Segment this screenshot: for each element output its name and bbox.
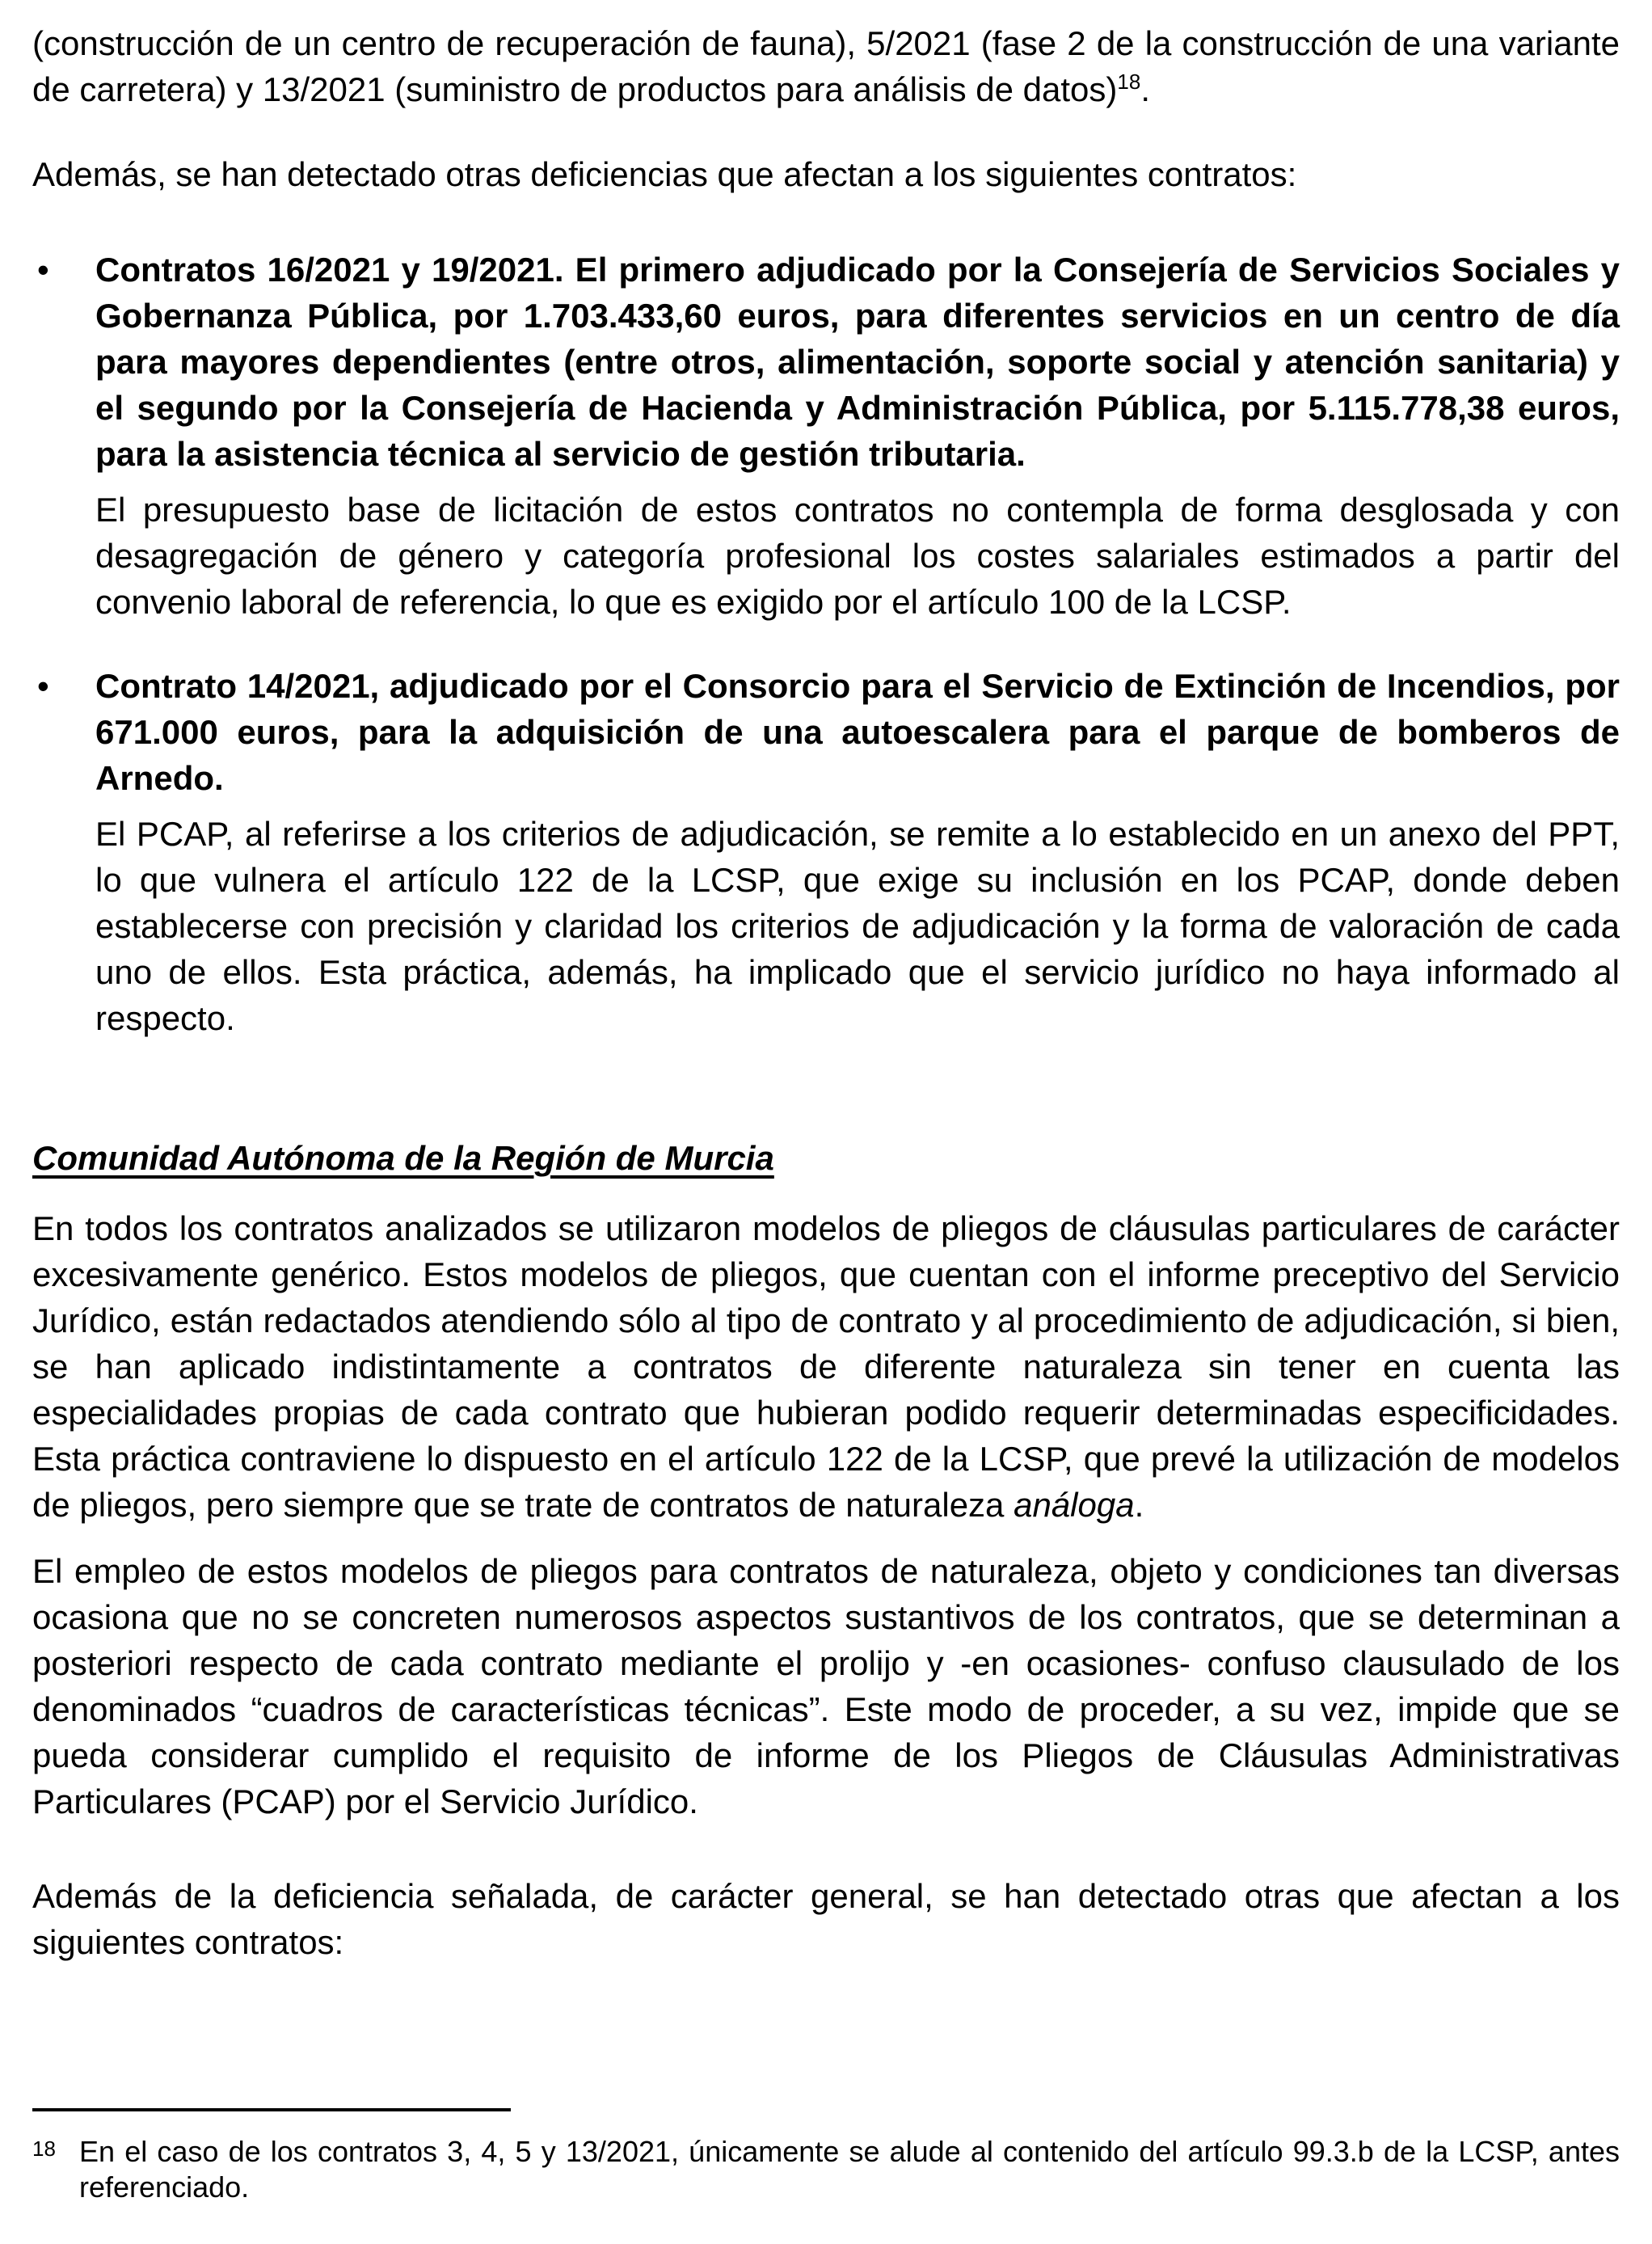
footnote-18	[32, 2134, 1620, 2205]
bullet-contracts-16-19-text: Contratos 16/2021 y 19/2021. El primero adjudicado por la Consejería de Servicios Sociales y Gobernanza Pública, por 1.703.433,60 euros, para diferentes servicios en un centro de día para mayores dependientes (entre otros, alimentación, soporte social y atención sanitaria) y el segundo por la Consejería de Hacienda y Administración Pública, por 5.115.778,38 euros, para la asistencia técnica al servicio de gestión tributaria.	[95, 251, 1620, 473]
footnote-18-text: En el caso de los contratos 3, 4, 5 y 13/2021, únicamente se alude al contenido del artículo 99.3.b de la LCSP, antes referenciado.	[79, 2135, 1620, 2204]
bullet-contracts-16-19-detail: El presupuesto base de licitación de estos contratos no contempla de forma desglosada y con desagregación de género y categoría profesional los costes salariales estimados a partir del convenio laboral de referencia, lo que es exigido por el artículo 100 de la LCSP.	[95, 491, 1620, 621]
footnote-18-marker: 18	[32, 2136, 56, 2161]
bullet-icon: •	[37, 251, 49, 289]
bullet-contract-14-text: Contrato 14/2021, adjudicado por el Consorcio para el Servicio de Extinción de Incendios, por 671.000 euros, para la adquisición de una autoescalera para el parque de bomberos de Arnedo.	[95, 667, 1620, 797]
footnote-separator-rule	[32, 2108, 511, 2111]
footnote-section	[32, 2108, 1620, 2205]
paragraph-murcia-empleo-modelos: El empleo de estos modelos de pliegos para contratos de naturaleza, objeto y condiciones tan diversas ocasiona que no se concreten numerosos aspectos sustantivos de los contratos, que se determinan a posteriori respecto de cada contrato mediante el prolijo y -en ocasiones- confuso clausulado de los denominados “cuadros de características técnicas”. Este modo de proceder, a su vez, impide que se pueda considerar cumplido el requisito de informe de los Pliegos de Cláusulas Administrativas Particulares (PCAP) por el Servicio Jurídico.	[32, 1552, 1620, 1820]
paragraph-other-deficiencies: Además, se han detectado otras deficiencias que afectan a los siguientes contratos:	[32, 155, 1297, 193]
bullet-contract-14-detail: El PCAP, al referirse a los criterios de adjudicación, se remite a lo establecido en un anexo del PPT, lo que vulnera el artículo 122 de la LCSP, que exige su inclusión en los PCAP, donde deben establecerse con precisión y claridad los criterios de adjudicación y la forma de valoración de cada uno de ellos. Esta práctica, además, ha implicado que el servicio jurídico no haya informado al respecto.	[95, 815, 1620, 1037]
paragraph-murcia-pliegos	[32, 1205, 1620, 1528]
section-heading-murcia: Comunidad Autónoma de la Región de Murcia	[32, 1139, 774, 1177]
paragraph-murcia-pliegos-italic-word: análoga	[1014, 1486, 1135, 1524]
paragraph-intro	[32, 20, 1620, 112]
bullet-icon: •	[37, 667, 49, 705]
footnote-reference-18: 18	[1117, 70, 1141, 94]
paragraph-murcia-pliegos-period: .	[1134, 1486, 1144, 1524]
paragraph-murcia-otras-deficiencias: Además de la deficiencia señalada, de carácter general, se han detectado otras que afectan a los siguientes contratos:	[32, 1877, 1620, 1961]
paragraph-murcia-pliegos-text: En todos los contratos analizados se utilizaron modelos de pliegos de cláusulas particulares de carácter excesivamente genérico. Estos modelos de pliegos, que cuentan con el informe preceptivo del Servicio Jurídico, están redactados atendiendo sólo al tipo de contrato y al procedimiento de adjudicación, si bien, se han aplicado indistintamente a contratos de diferente naturaleza sin tener en cuenta las especialidades propias de cada contrato que hubieran podido requerir determinadas especificidades. Esta práctica contraviene lo dispuesto en el artículo 122 de la LCSP, que prevé la utilización de modelos de pliegos, pero siempre que se trate de contratos de naturaleza	[32, 1209, 1620, 1524]
bullet-item-contracts-16-19	[32, 247, 1620, 625]
bullet-item-contract-14	[32, 663, 1620, 1041]
paragraph-intro-period: .	[1140, 70, 1150, 108]
paragraph-intro-text: (construcción de un centro de recuperación de fauna), 5/2021 (fase 2 de la construcción de una variante de carretera) y 13/2021 (suministro de productos para análisis de datos)	[32, 24, 1620, 108]
